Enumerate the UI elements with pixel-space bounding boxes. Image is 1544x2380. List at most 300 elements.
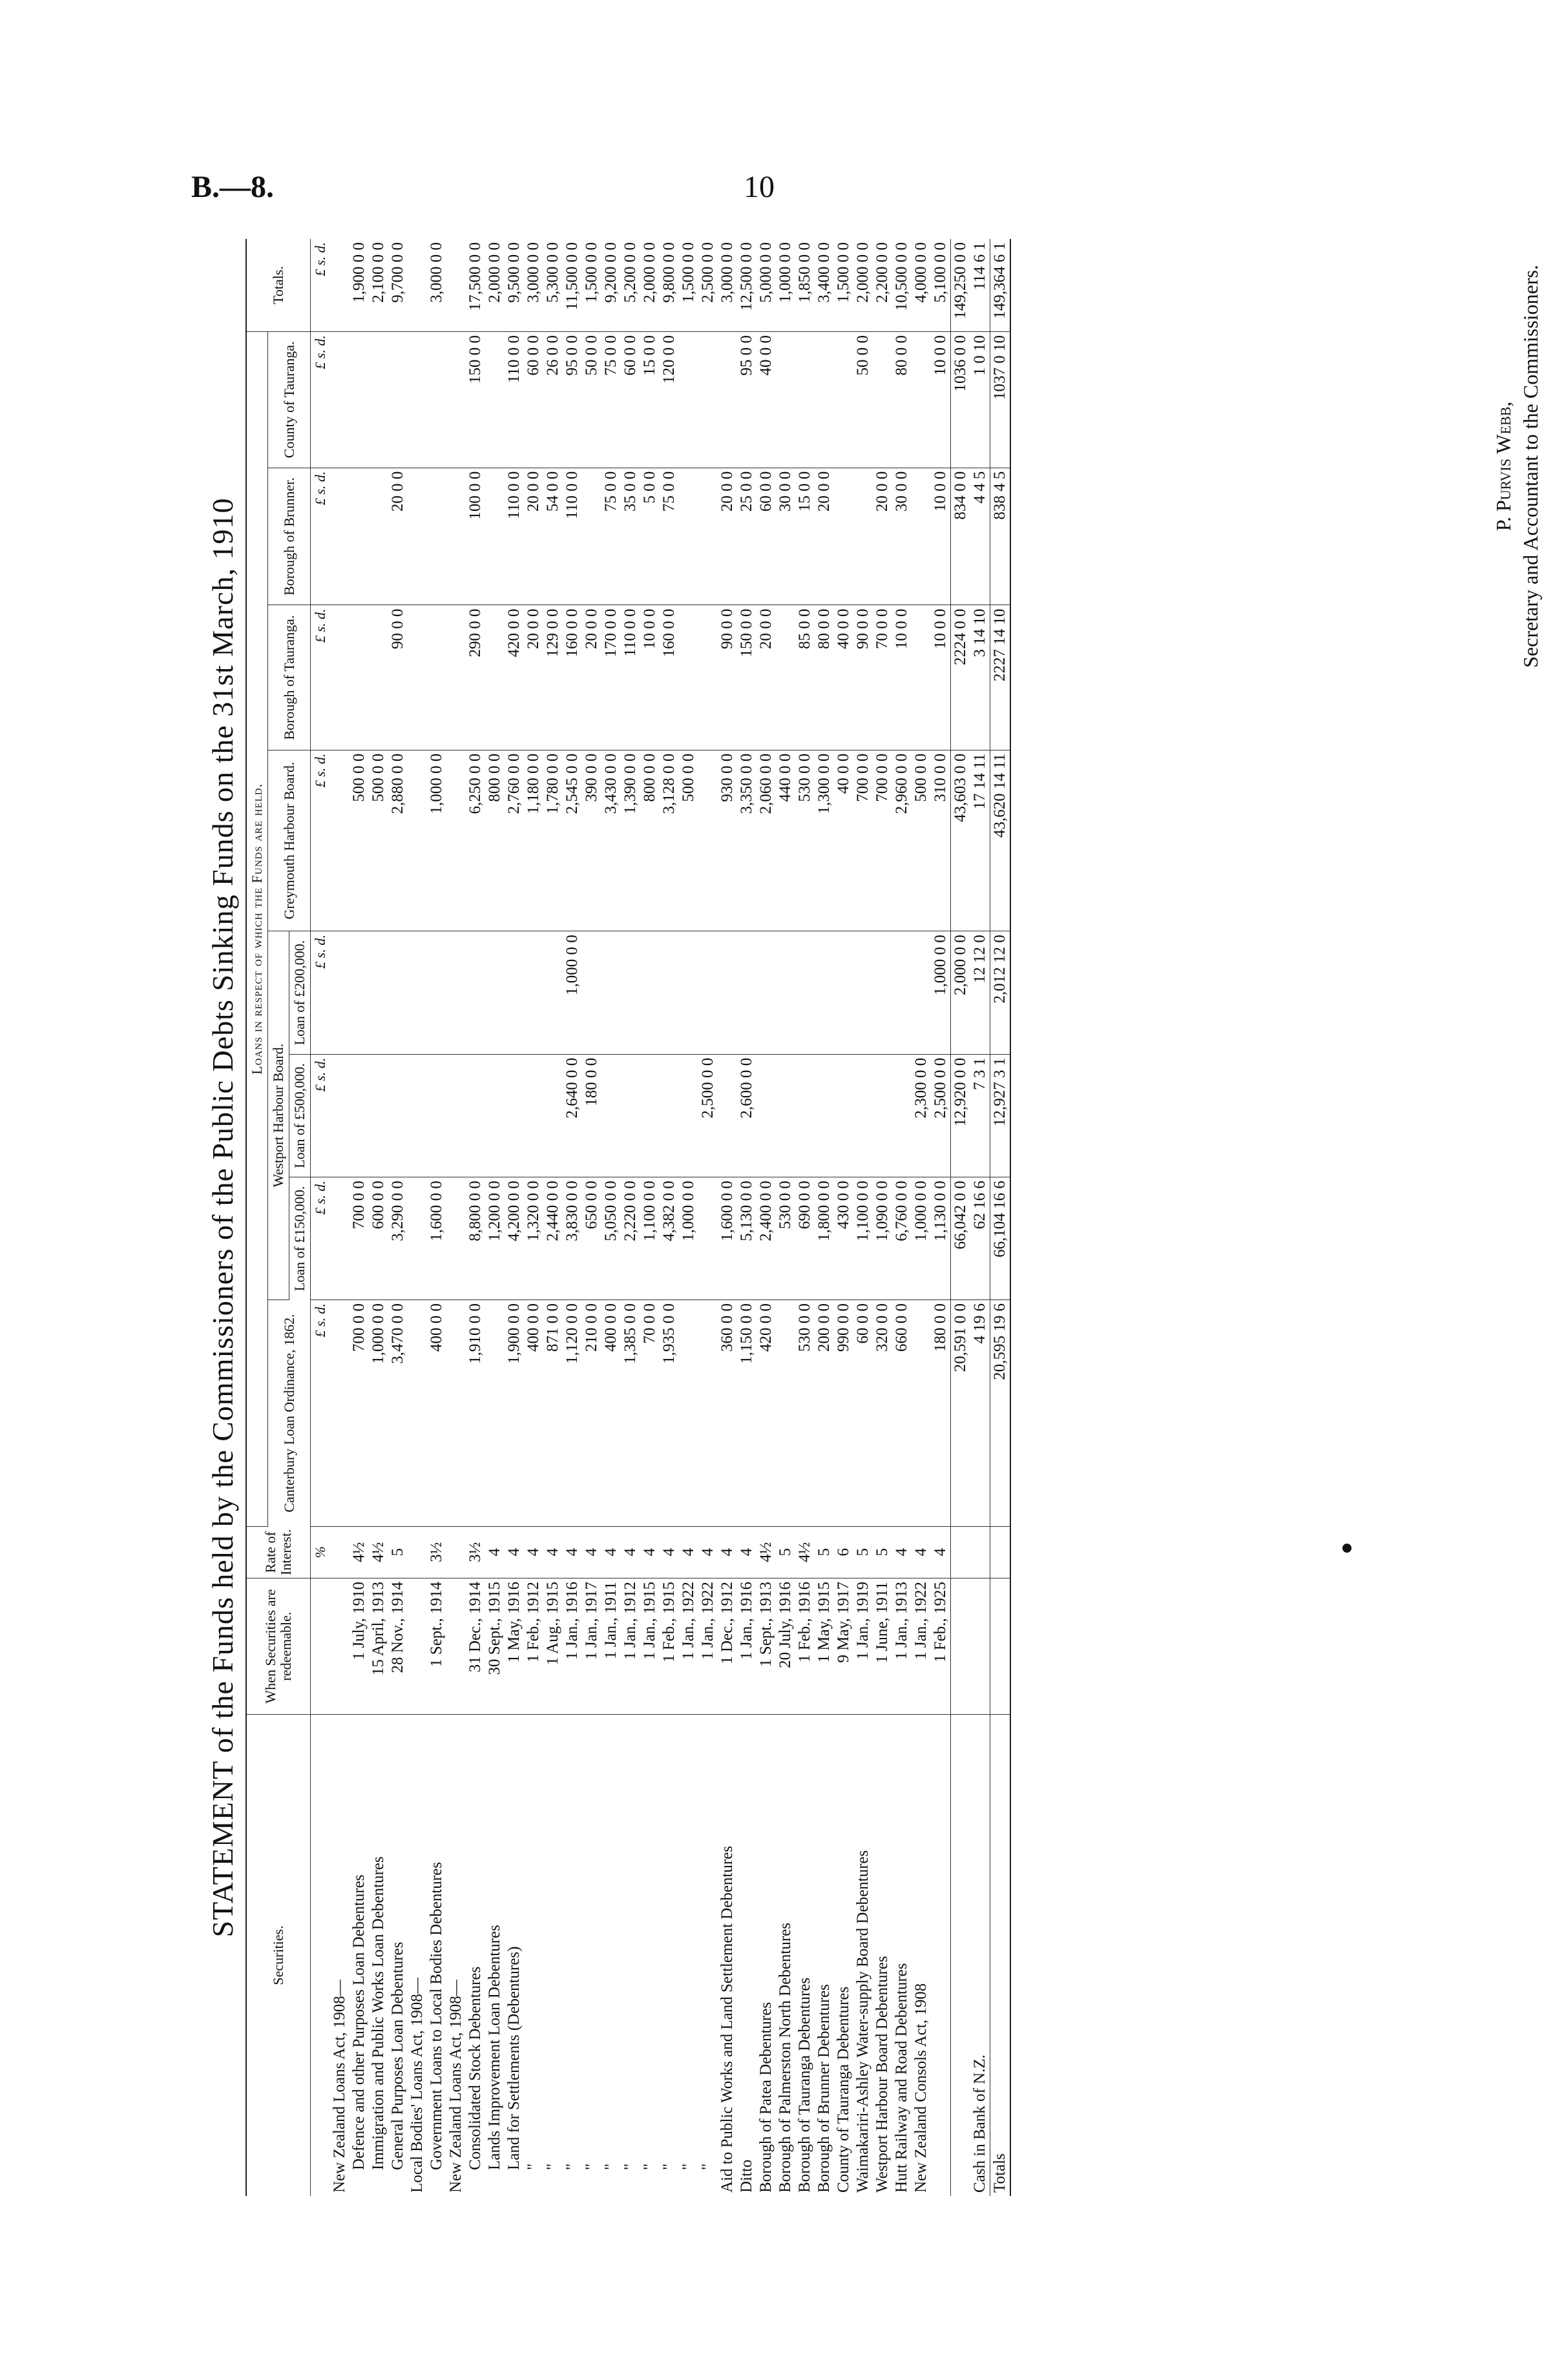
- amount-cell: 1,500 0 0: [582, 239, 601, 332]
- amount-cell: 1,000 0 0: [679, 1177, 698, 1300]
- amount-cell: 500 0 0: [912, 750, 931, 931]
- amount-cell: 5,100 0 0: [931, 239, 951, 332]
- security-cell: County of Tauranga Debentures: [835, 1986, 852, 2193]
- amount-cell: [660, 931, 679, 1054]
- cash-cell: 1 0 10: [970, 332, 990, 468]
- amount-cell: [427, 1054, 446, 1177]
- table-row: [601, 239, 621, 2196]
- amount-cell: 9,700 0 0: [388, 239, 408, 332]
- security-cell: Totals: [990, 1715, 1011, 2197]
- redeemable-cell: 1 May, 1915: [815, 1578, 834, 1715]
- amount-cell: 1,390 0 0: [621, 750, 640, 931]
- amount-cell: [698, 332, 718, 468]
- table-row: [718, 239, 737, 2196]
- amount-cell: [640, 931, 660, 1054]
- security-cell: New Zealand Consols Act, 1908: [912, 1983, 930, 2193]
- amount-cell: 2,100 0 0: [369, 239, 388, 332]
- security-cell: Waimakariri-Ashley Water-supply Board Debentures: [854, 1850, 871, 2193]
- amount-cell: 1,120 0 0: [563, 1299, 582, 1526]
- amount-cell: [698, 750, 718, 931]
- rate-cell: 4: [718, 1526, 737, 1578]
- amount-cell: [524, 931, 543, 1054]
- rate-cell: 4: [485, 1526, 505, 1578]
- subtotal-cell: 2,000 0 0: [951, 931, 971, 1054]
- amount-cell: [446, 750, 466, 931]
- amount-cell: 95 0 0: [737, 332, 756, 468]
- amount-cell: [756, 1054, 776, 1177]
- security-cell: Cash in Bank of N.Z.: [971, 2054, 988, 2193]
- amount-cell: [815, 931, 834, 1054]
- amount-cell: [853, 1054, 873, 1177]
- amount-cell: 85 0 0: [795, 605, 815, 750]
- table-row: [795, 239, 815, 2196]
- table-row: [640, 239, 660, 2196]
- security-cell: ": [660, 2163, 678, 2170]
- amount-cell: [718, 1054, 737, 1177]
- rate-cell: [446, 1526, 466, 1578]
- amount-cell: 1,000 0 0: [369, 1299, 388, 1526]
- security-cell: ": [525, 2163, 542, 2170]
- amount-cell: [485, 931, 505, 1054]
- amount-cell: [408, 239, 427, 332]
- amount-cell: 800 0 0: [485, 750, 505, 931]
- col-borough-tauranga: Borough of Tauranga.: [268, 605, 311, 750]
- amount-cell: [330, 605, 349, 750]
- amount-cell: 50 0 0: [853, 332, 873, 468]
- amount-cell: [427, 931, 446, 1054]
- amount-cell: [543, 931, 563, 1054]
- amount-cell: 110 0 0: [621, 605, 640, 750]
- amount-cell: [582, 468, 601, 605]
- security-cell: New Zealand Loans Act, 1908—: [447, 1980, 464, 2193]
- redeemable-cell: 1 Feb., 1912: [524, 1578, 543, 1715]
- amount-cell: 180 0 0: [931, 1299, 951, 1526]
- amount-cell: 9,500 0 0: [505, 239, 524, 332]
- amount-cell: [446, 239, 466, 332]
- rate-cell: 4: [660, 1526, 679, 1578]
- amount-cell: 1,600 0 0: [427, 1177, 446, 1300]
- totals-row: [990, 239, 1011, 2196]
- statement-title: STATEMENT of the Funds held by the Commissioners of the Public Debts Sinking Funds on the 31st March, 1910: [206, 497, 239, 1938]
- amount-cell: 2,300 0 0: [912, 1054, 931, 1177]
- security-cell: Borough of Palmerston North Debentures: [777, 1923, 794, 2193]
- amount-cell: 60 0 0: [853, 1299, 873, 1526]
- amount-cell: [466, 931, 485, 1054]
- amount-cell: 1,800 0 0: [815, 1177, 834, 1300]
- amount-cell: 1,000 0 0: [912, 1177, 931, 1300]
- amount-cell: [582, 931, 601, 1054]
- rate-cell: 3½: [466, 1526, 485, 1578]
- amount-cell: 5,300 0 0: [543, 239, 563, 332]
- amount-cell: 4,000 0 0: [912, 239, 931, 332]
- amount-cell: 75 0 0: [601, 332, 621, 468]
- amount-cell: [853, 931, 873, 1054]
- table-row: [563, 239, 582, 2196]
- amount-cell: [524, 1054, 543, 1177]
- amount-cell: 10 0 0: [931, 332, 951, 468]
- amount-cell: 20 0 0: [873, 468, 892, 605]
- redeemable-cell: 1 Jan., 1919: [853, 1578, 873, 1715]
- amount-cell: 2,440 0 0: [543, 1177, 563, 1300]
- amount-cell: 3,000 0 0: [718, 239, 737, 332]
- security-cell: Local Bodies' Loans Act, 1908—: [408, 1978, 426, 2193]
- amount-cell: [776, 605, 795, 750]
- rotated-statement: [200, 239, 1542, 2196]
- amount-cell: 110 0 0: [563, 468, 582, 605]
- col-greymouth: Greymouth Harbour Board.: [268, 750, 311, 931]
- unit-lsd: £ s. d.: [311, 332, 331, 468]
- amount-cell: [834, 332, 853, 468]
- table-row: [505, 239, 524, 2196]
- amount-cell: 129 0 0: [543, 605, 563, 750]
- amount-cell: 2,220 0 0: [621, 1177, 640, 1300]
- amount-cell: 20 0 0: [718, 468, 737, 605]
- amount-cell: [601, 931, 621, 1054]
- table-row: [330, 239, 349, 2196]
- security-cell: ": [641, 2163, 658, 2170]
- amount-cell: 50 0 0: [582, 332, 601, 468]
- amount-cell: [621, 931, 640, 1054]
- amount-cell: 440 0 0: [776, 750, 795, 931]
- security-cell: Defence and other Purposes Loan Debentures: [350, 1874, 368, 2170]
- table-row: [756, 239, 776, 2196]
- security-cell: Government Loans to Local Bodies Debentures: [428, 1862, 445, 2170]
- amount-cell: 70 0 0: [640, 1299, 660, 1526]
- redeemable-cell: [951, 1578, 971, 1715]
- table-row: [543, 239, 563, 2196]
- amount-cell: 1,100 0 0: [640, 1177, 660, 1300]
- amount-cell: [698, 468, 718, 605]
- amount-cell: 40 0 0: [834, 750, 853, 931]
- amount-cell: 360 0 0: [718, 1299, 737, 1526]
- amount-cell: [446, 1177, 466, 1300]
- amount-cell: 1,000 0 0: [563, 931, 582, 1054]
- amount-cell: 10 0 0: [892, 605, 912, 750]
- amount-cell: 1,000 0 0: [776, 239, 795, 332]
- security-cell: Consolidated Stock Debentures: [466, 1966, 484, 2170]
- amount-cell: [349, 332, 369, 468]
- table-row: [660, 239, 679, 2196]
- page-reference: B.—8.: [191, 170, 275, 204]
- amount-cell: 500 0 0: [369, 750, 388, 931]
- security-cell: Ditto: [738, 2159, 755, 2193]
- amount-cell: 660 0 0: [892, 1299, 912, 1526]
- amount-cell: [698, 931, 718, 1054]
- col-canterbury: Canterbury Loan Ordinance, 1862.: [268, 1299, 311, 1526]
- amount-cell: 3,000 0 0: [427, 239, 446, 332]
- amount-cell: 11,500 0 0: [563, 239, 582, 332]
- amount-cell: 20 0 0: [388, 468, 408, 605]
- cash-cell: 4 19 6: [970, 1299, 990, 1526]
- amount-cell: 310 0 0: [931, 750, 951, 931]
- amount-cell: [718, 332, 737, 468]
- table-row: [466, 239, 485, 2196]
- amount-cell: 2,400 0 0: [756, 1177, 776, 1300]
- amount-cell: [446, 1299, 466, 1526]
- amount-cell: 1,600 0 0: [718, 1177, 737, 1300]
- amount-cell: [369, 1054, 388, 1177]
- table-row: [776, 239, 795, 2196]
- col-rate: Rate of Interest.: [246, 1526, 311, 1578]
- table-row: [737, 239, 756, 2196]
- redeemable-cell: 1 July, 1910: [349, 1578, 369, 1715]
- amount-cell: [427, 332, 446, 468]
- cash-cell: 4 4 5: [970, 468, 990, 605]
- amount-cell: 20 0 0: [582, 605, 601, 750]
- amount-cell: [679, 332, 698, 468]
- totals-cell: 2227 14 10: [990, 605, 1011, 750]
- amount-cell: 35 0 0: [621, 468, 640, 605]
- amount-cell: [330, 468, 349, 605]
- amount-cell: 10 0 0: [640, 605, 660, 750]
- amount-cell: 6,760 0 0: [892, 1177, 912, 1300]
- amount-cell: [698, 605, 718, 750]
- rate-cell: 4: [582, 1526, 601, 1578]
- amount-cell: 4,382 0 0: [660, 1177, 679, 1300]
- redeemable-cell: 1 Jan., 1917: [582, 1578, 601, 1715]
- amount-cell: [873, 1054, 892, 1177]
- amount-cell: [737, 931, 756, 1054]
- amount-cell: 210 0 0: [582, 1299, 601, 1526]
- amount-cell: 400 0 0: [524, 1299, 543, 1526]
- rate-cell: 5: [388, 1526, 408, 1578]
- rate-cell: 4: [912, 1526, 931, 1578]
- amount-cell: 200 0 0: [815, 1299, 834, 1526]
- redeemable-cell: 1 Feb., 1925: [931, 1578, 951, 1715]
- amount-cell: 800 0 0: [640, 750, 660, 931]
- redeemable-cell: 30 Sept., 1915: [485, 1578, 505, 1715]
- amount-cell: 2,960 0 0: [892, 750, 912, 931]
- subtotal-row: [951, 239, 971, 2196]
- signature-block: [1490, 265, 1544, 668]
- rate-cell: 4: [601, 1526, 621, 1578]
- amount-cell: [485, 332, 505, 468]
- amount-cell: [815, 332, 834, 468]
- redeemable-cell: 31 Dec., 1914: [466, 1578, 485, 1715]
- amount-cell: 990 0 0: [834, 1299, 853, 1526]
- amount-cell: 1,180 0 0: [524, 750, 543, 931]
- subtotal-cell: 1036 0 0: [951, 332, 971, 468]
- amount-cell: [388, 931, 408, 1054]
- amount-cell: 690 0 0: [795, 1177, 815, 1300]
- amount-cell: 1,000 0 0: [931, 931, 951, 1054]
- security-cell: Aid to Public Works and Land Settlement Debentures: [718, 1845, 736, 2193]
- redeemable-cell: 1 June, 1911: [873, 1578, 892, 1715]
- amount-cell: [853, 468, 873, 605]
- amount-cell: 700 0 0: [853, 750, 873, 931]
- amount-cell: [330, 1177, 349, 1300]
- amount-cell: 5,130 0 0: [737, 1177, 756, 1300]
- amount-cell: 1,500 0 0: [834, 239, 853, 332]
- amount-cell: [446, 605, 466, 750]
- amount-cell: 5 0 0: [640, 468, 660, 605]
- security-cell: Land for Settlements (Debentures): [505, 1946, 523, 2170]
- amount-cell: 430 0 0: [834, 1177, 853, 1300]
- amount-cell: [815, 1054, 834, 1177]
- unit-lsd: £ s. d.: [311, 1054, 331, 1177]
- amount-cell: 1,150 0 0: [737, 1299, 756, 1526]
- amount-cell: [408, 931, 427, 1054]
- amount-cell: [505, 931, 524, 1054]
- amount-cell: 160 0 0: [660, 605, 679, 750]
- amount-cell: 1,200 0 0: [485, 1177, 505, 1300]
- totals-cell: 43,620 14 11: [990, 750, 1011, 931]
- amount-cell: [873, 332, 892, 468]
- redeemable-cell: [446, 1578, 466, 1715]
- security-cell: ": [544, 2163, 561, 2170]
- amount-cell: 3,430 0 0: [601, 750, 621, 931]
- redeemable-cell: 9 May, 1917: [834, 1578, 853, 1715]
- amount-cell: [912, 332, 931, 468]
- amount-cell: [485, 1299, 505, 1526]
- amount-cell: [369, 468, 388, 605]
- amount-cell: 871 0 0: [543, 1299, 563, 1526]
- unit-lsd: £ s. d.: [311, 239, 331, 332]
- table-row: [427, 239, 446, 2196]
- redeemable-cell: 1 Jan., 1922: [679, 1578, 698, 1715]
- rate-cell: 4: [505, 1526, 524, 1578]
- amount-cell: [776, 332, 795, 468]
- amount-cell: 150 0 0: [466, 332, 485, 468]
- col-when-redeemable: When Securities are redeemable.: [246, 1578, 311, 1715]
- redeemable-cell: 1 Sept., 1913: [756, 1578, 776, 1715]
- table-row: [369, 239, 388, 2196]
- amount-cell: [679, 468, 698, 605]
- amount-cell: [776, 1054, 795, 1177]
- redeemable-cell: 1 Feb., 1916: [795, 1578, 815, 1715]
- amount-cell: [349, 468, 369, 605]
- amount-cell: [485, 468, 505, 605]
- amount-cell: 17,500 0 0: [466, 239, 485, 332]
- amount-cell: 500 0 0: [349, 750, 369, 931]
- cash-cell: 17 14 11: [970, 750, 990, 931]
- amount-cell: [912, 931, 931, 1054]
- redeemable-cell: [990, 1578, 1011, 1715]
- amount-cell: 1,320 0 0: [524, 1177, 543, 1300]
- amount-cell: 9,800 0 0: [660, 239, 679, 332]
- cash-cell: 114 6 1: [970, 239, 990, 332]
- table-row: [873, 239, 892, 2196]
- redeemable-cell: 1 May, 1916: [505, 1578, 524, 1715]
- amount-cell: 20 0 0: [756, 605, 776, 750]
- amount-cell: [776, 1299, 795, 1526]
- table-row: [388, 239, 408, 2196]
- amount-cell: [388, 332, 408, 468]
- table-row: [815, 239, 834, 2196]
- amount-cell: 180 0 0: [582, 1054, 601, 1177]
- amount-cell: 2,880 0 0: [388, 750, 408, 931]
- table-row: [524, 239, 543, 2196]
- redeemable-cell: 1 Sept., 1914: [427, 1578, 446, 1715]
- amount-cell: [679, 605, 698, 750]
- amount-cell: [349, 931, 369, 1054]
- amount-cell: 170 0 0: [601, 605, 621, 750]
- amount-cell: [408, 1054, 427, 1177]
- security-cell: [951, 1715, 971, 2197]
- rate-cell: 5: [776, 1526, 795, 1578]
- security-cell: Immigration and Public Works Loan Debentures: [370, 1856, 387, 2170]
- amount-cell: [505, 1054, 524, 1177]
- amount-cell: [408, 332, 427, 468]
- amount-cell: [679, 1299, 698, 1526]
- redeemable-cell: 28 Nov., 1914: [388, 1578, 408, 1715]
- security-cell: New Zealand Loans Act, 1908—: [331, 1980, 348, 2193]
- amount-cell: 1,900 0 0: [349, 239, 369, 332]
- amount-cell: 20 0 0: [815, 468, 834, 605]
- amount-cell: 60 0 0: [621, 332, 640, 468]
- amount-cell: 3,830 0 0: [563, 1177, 582, 1300]
- amount-cell: [388, 1054, 408, 1177]
- units-row: [311, 239, 331, 2196]
- table-row: [485, 239, 505, 2196]
- amount-cell: [660, 1054, 679, 1177]
- redeemable-cell: 1 Jan., 1916: [737, 1578, 756, 1715]
- subtotal-cell: 834 0 0: [951, 468, 971, 605]
- amount-cell: 1,100 0 0: [853, 1177, 873, 1300]
- amount-cell: 9,200 0 0: [601, 239, 621, 332]
- table-row: [349, 239, 369, 2196]
- cash-cell: 62 16 6: [970, 1177, 990, 1300]
- amount-cell: [446, 332, 466, 468]
- amount-cell: [892, 931, 912, 1054]
- amount-cell: [912, 605, 931, 750]
- amount-cell: [679, 931, 698, 1054]
- amount-cell: 400 0 0: [601, 1299, 621, 1526]
- amount-cell: [330, 332, 349, 468]
- amount-cell: 5,000 0 0: [756, 239, 776, 332]
- rate-cell: [990, 1526, 1011, 1578]
- security-cell: ": [583, 2163, 600, 2170]
- totals-cell: 2,012 12 0: [990, 931, 1011, 1054]
- amount-cell: 5,200 0 0: [621, 239, 640, 332]
- amount-cell: 3,470 0 0: [388, 1299, 408, 1526]
- amount-cell: 60 0 0: [756, 468, 776, 605]
- security-cell: Borough of Patea Debentures: [757, 2002, 775, 2193]
- amount-cell: [795, 1054, 815, 1177]
- rate-cell: 4: [524, 1526, 543, 1578]
- amount-cell: 90 0 0: [388, 605, 408, 750]
- rate-cell: 5: [853, 1526, 873, 1578]
- amount-cell: [427, 605, 446, 750]
- amount-cell: [543, 1054, 563, 1177]
- col-westport-group: Westport Harbour Board.: [268, 931, 289, 1300]
- redeemable-cell: 1 Jan., 1915: [640, 1578, 660, 1715]
- amount-cell: 6,250 0 0: [466, 750, 485, 931]
- amount-cell: 1,500 0 0: [679, 239, 698, 332]
- amount-cell: 420 0 0: [756, 1299, 776, 1526]
- col-totals: Totals.: [246, 239, 311, 332]
- amount-cell: 150 0 0: [737, 605, 756, 750]
- redeemable-cell: 1 Jan., 1913: [892, 1578, 912, 1715]
- rate-cell: 4: [698, 1526, 718, 1578]
- subtotal-cell: 66,042 0 0: [951, 1177, 971, 1300]
- amount-cell: [446, 931, 466, 1054]
- col-group-loans: Loans in respect of which the Funds are held.: [246, 332, 268, 1527]
- amount-cell: 110 0 0: [505, 468, 524, 605]
- table-row: [931, 239, 951, 2196]
- rate-cell: 6: [834, 1526, 853, 1578]
- table-row: [698, 239, 718, 2196]
- amount-cell: [466, 1054, 485, 1177]
- amount-cell: [408, 605, 427, 750]
- amount-cell: [834, 468, 853, 605]
- rate-cell: 5: [815, 1526, 834, 1578]
- rate-cell: 4: [737, 1526, 756, 1578]
- subtotal-cell: 12,920 0 0: [951, 1054, 971, 1177]
- signatory-name: P. Purvis Webb,: [1492, 401, 1515, 532]
- rate-cell: 4: [892, 1526, 912, 1578]
- amount-cell: 320 0 0: [873, 1299, 892, 1526]
